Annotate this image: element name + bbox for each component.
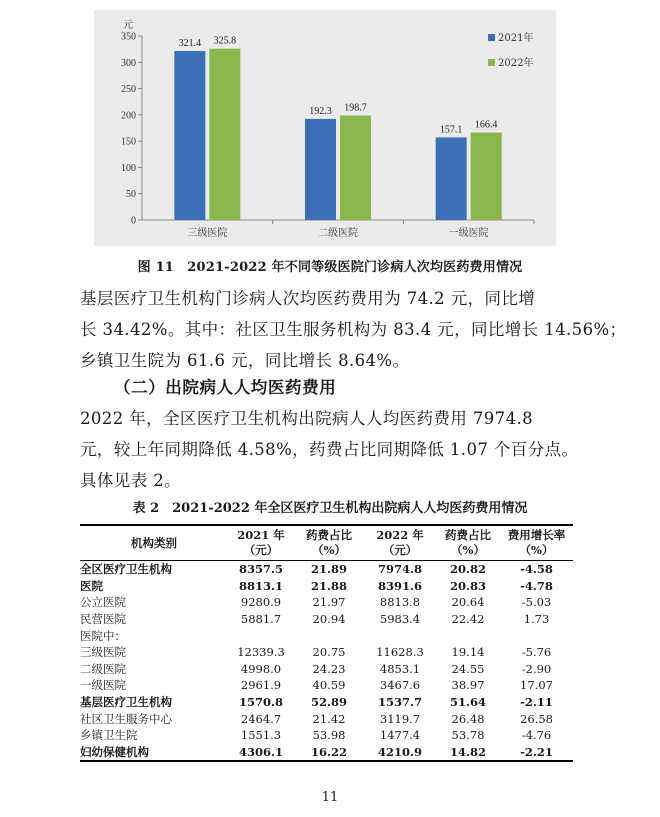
y-tick-label: 250 [121, 84, 136, 96]
table-cell: 5881.7 [240, 612, 282, 627]
bar [305, 119, 336, 220]
column-header [436, 525, 500, 561]
x-tick-label: 三级医院 [187, 228, 228, 239]
table-cell: 21.89 [310, 562, 347, 577]
paragraph-line: 2022 年，全区医疗卫生机构出院病人人均医药费用 7974.8 [80, 409, 534, 428]
table-cell: 2464.7 [240, 711, 282, 726]
table-cell: 52.89 [310, 695, 347, 710]
y-tick-label: 350 [121, 31, 136, 43]
table-cell: 22.42 [451, 612, 485, 627]
y-tick-label: 150 [121, 136, 136, 148]
table-cell: 3119.7 [379, 711, 421, 726]
table-row [80, 644, 573, 661]
table-cell: 4306.1 [228, 744, 294, 762]
row-label: 三级医院 [80, 645, 126, 660]
y-tick-label: 100 [121, 162, 136, 174]
table-cell: -4.58 [520, 562, 553, 577]
header-line: 机构类别 [131, 535, 177, 550]
table-cell: 26.58 [520, 711, 553, 726]
row-label: 妇幼保健机构 [80, 744, 228, 762]
table-cell: 1570.8 [238, 695, 283, 710]
table-cell: 4210.9 [364, 744, 436, 762]
column-header [364, 525, 436, 561]
table-cell: 26.48 [451, 711, 485, 726]
table-cell: 3467.6 [379, 678, 421, 693]
table-cell: 38.97 [451, 678, 485, 693]
bar-value-label: 192.3 [309, 105, 332, 117]
table-cell: 8391.6 [377, 578, 422, 593]
table-cell: 53.98 [312, 728, 346, 743]
legend-swatch [488, 59, 495, 66]
bar [471, 133, 502, 220]
table-row [80, 561, 573, 578]
table-cell: 19.14 [451, 645, 485, 660]
row-label: 全区医疗卫生机构 [80, 562, 172, 577]
table-cell: 11628.3 [376, 645, 424, 660]
y-axis-label: 元 [123, 20, 133, 31]
table-cell: 4853.1 [379, 661, 421, 676]
row-label: 医院 [80, 578, 103, 593]
legend-label: 2022年 [498, 58, 534, 69]
table-cell: -5.03 [521, 595, 552, 610]
y-tick-label: 50 [126, 189, 136, 201]
table-row [80, 727, 573, 744]
paragraph-inpatient [80, 403, 600, 496]
table-cell: 8357.5 [238, 562, 283, 577]
paragraph-line: 基层医疗卫生机构门诊病人次均医药费用为 74.2 元，同比增 [80, 289, 536, 308]
bar-value-label: 321.4 [178, 38, 202, 50]
table-cell: -5.76 [521, 645, 552, 660]
paragraph-line: 具体见表 2。 [80, 471, 182, 490]
table-cell: 5983.4 [379, 612, 421, 627]
table-cell: 8813.8 [379, 595, 421, 610]
column-header [294, 525, 364, 561]
table-caption: 表 2 2021-2022 年全区医疗卫生机构出院病人人均医药费用情况 [132, 501, 528, 516]
row-label: 乡镇卫生院 [80, 728, 138, 743]
column-header [228, 525, 294, 561]
column-header [80, 525, 228, 561]
table-cell: 21.42 [312, 711, 346, 726]
bar [174, 51, 205, 220]
paragraph-line: 长 34.42%。其中：社区卫生服务机构为 83.4 元，同比增长 14.56%； [80, 320, 627, 339]
header-line: 费用增长率 [507, 528, 566, 542]
table-cell: 1477.4 [379, 728, 421, 743]
y-tick-label: 0 [131, 215, 136, 227]
table-cell: 16.22 [294, 744, 364, 762]
page-number: 11 [321, 790, 339, 805]
header-unit: （%） [312, 543, 346, 557]
table-cell: -4.76 [521, 728, 552, 743]
row-label: 一级医院 [80, 678, 126, 693]
table-cell [228, 627, 294, 644]
paragraph-line: 元，较上年同期降低 4.58%，药费占比同期降低 1.07 个百分点。 [80, 440, 579, 459]
table-cell: -4.78 [520, 578, 553, 593]
table-cell: 24.23 [312, 661, 346, 676]
table-cell: 7974.8 [377, 562, 422, 577]
table-header-row [80, 525, 573, 561]
table-cell: 2961.9 [240, 678, 282, 693]
header-unit: （%） [451, 543, 485, 557]
table-cell: 20.82 [449, 562, 486, 577]
legend-swatch [488, 34, 495, 41]
header-line: 药费占比 [445, 528, 491, 542]
table-cell: 14.82 [436, 744, 500, 762]
table-cell [364, 627, 436, 644]
row-label: 基层医疗卫生机构 [80, 695, 172, 710]
row-label: 社区卫生服务中心 [80, 711, 172, 726]
table-cell: 40.59 [312, 678, 346, 693]
table-cell: -2.11 [520, 695, 553, 710]
table-cell: 20.75 [312, 645, 346, 660]
header-unit: （元） [243, 543, 279, 557]
table-row [80, 694, 573, 711]
bar [436, 137, 467, 220]
section-heading: （二）出院病人人均医药费用 [114, 378, 337, 397]
table-cell: 24.55 [451, 661, 485, 676]
table-cell: 53.78 [451, 728, 485, 743]
chart-canvas [94, 10, 556, 246]
y-tick-label: 300 [121, 57, 136, 69]
table-cell [436, 627, 500, 644]
table-row [80, 611, 573, 628]
row-label: 民营医院 [80, 612, 126, 627]
bar [340, 116, 371, 220]
table-cell: 17.07 [520, 678, 553, 693]
table-cell: 21.97 [312, 595, 346, 610]
table-cell: 12339.3 [237, 645, 285, 660]
table-row [80, 627, 573, 644]
table-row [80, 710, 573, 727]
data-table [80, 524, 573, 762]
bar-value-label: 198.7 [344, 102, 367, 114]
table-cell: 1537.7 [377, 695, 422, 710]
table-cell [500, 627, 573, 644]
table-cell: 8813.1 [238, 578, 283, 593]
row-label: 医院中： [80, 628, 126, 643]
table-cell: 20.83 [449, 578, 486, 593]
table-cell: 1.73 [523, 612, 550, 627]
table-row [80, 594, 573, 611]
table-cell: 1551.3 [240, 728, 282, 743]
table-cell: -2.21 [500, 744, 573, 762]
legend-label: 2021年 [498, 33, 534, 44]
header-unit: （%） [519, 543, 554, 557]
header-line: 2021 年 [237, 528, 285, 542]
paragraph-line: 乡镇卫生院为 61.6 元，同比增长 8.64%。 [80, 351, 410, 370]
paragraph-outpatient [80, 283, 627, 376]
header-line: 药费占比 [306, 528, 352, 542]
table-cell: 9280.9 [240, 595, 282, 610]
y-tick-label: 200 [121, 110, 136, 122]
figure-caption: 图 11 2021-2022 年不同等级医院门诊病人次均医药费用情况 [137, 260, 523, 275]
table-cell: 51.64 [449, 695, 486, 710]
table-cell [294, 627, 364, 644]
table-cell: 21.88 [310, 578, 347, 593]
table-row [80, 744, 573, 762]
bar-value-label: 325.8 [213, 35, 237, 47]
x-tick-label: 二级医院 [318, 228, 358, 239]
header-unit: （元） [382, 543, 418, 557]
table-cell: -2.90 [521, 661, 552, 676]
x-tick-label: 一级医院 [448, 228, 489, 239]
table-row [80, 578, 573, 595]
table-cell: 20.64 [451, 595, 485, 610]
bar [209, 49, 240, 220]
table-row [80, 677, 573, 694]
table-row [80, 661, 573, 678]
row-label: 二级医院 [80, 661, 126, 676]
table-cell: 4998.0 [240, 661, 282, 676]
bar-chart [94, 10, 556, 246]
table-cell: 20.94 [312, 612, 346, 627]
row-label: 公立医院 [80, 595, 126, 610]
column-header [500, 525, 573, 561]
bar-value-label: 166.4 [474, 119, 498, 131]
bar-value-label: 157.1 [439, 124, 463, 136]
header-line: 2022 年 [376, 528, 424, 542]
